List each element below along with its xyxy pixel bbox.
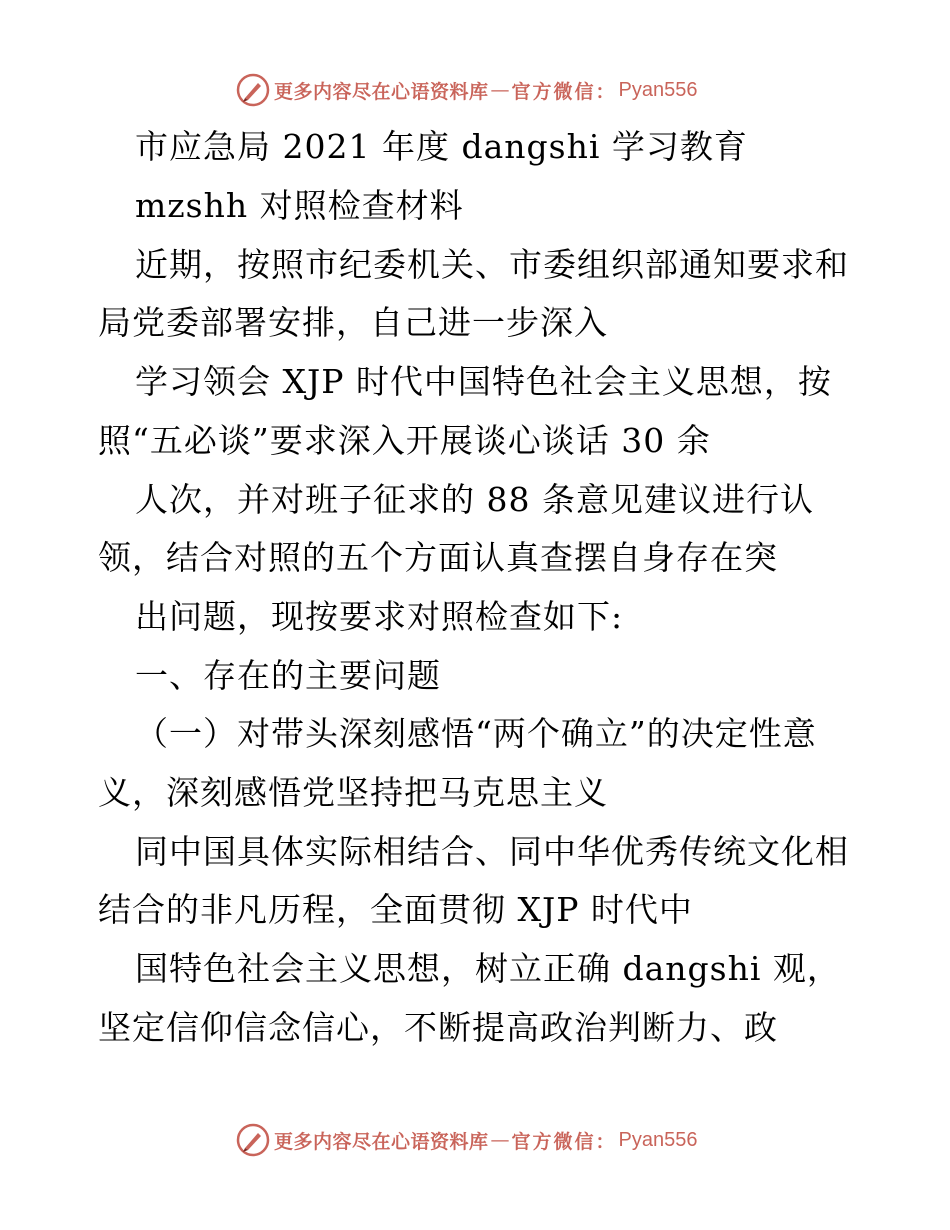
banner-main-text: 更多内容尽在心语资料库 [274, 80, 489, 103]
paragraph-line: 义，深刻感悟党坚持把马克思主义 [98, 773, 608, 812]
banner-main-text: 更多内容尽在心语资料库 [274, 1130, 489, 1153]
paragraph-line: 国特色社会主义思想，树立正确 dangshi 观， [135, 949, 841, 988]
paragraph-line: 领，结合对照的五个方面认真查摆自身存在突 [98, 538, 778, 577]
banner-wechat-id: Pyan556 [618, 1128, 698, 1151]
paragraph-line: 结合的非凡历程，全面贯彻 XJP 时代中 [98, 890, 693, 929]
banner-wechat-label: 官方微信： [511, 1130, 617, 1153]
banner-dash: — [490, 1129, 510, 1151]
paragraph-line: 学习领会 XJP 时代中国特色社会主义思想，按 [135, 362, 832, 401]
paragraph-line: 照“五必谈”要求深入开展谈心谈话 30 余 [98, 421, 711, 460]
header-banner [236, 72, 716, 108]
banner-wechat-label: 官方微信： [511, 80, 617, 103]
doc-title-line-2: mzshh 对照检查材料 [135, 186, 464, 225]
doc-title-line-1: 市应急局 2021 年度 dangshi 学习教育 [135, 127, 748, 166]
pen-logo-icon [236, 73, 270, 107]
subsection-heading: （一）对带头深刻感悟“两个确立”的决定性意 [135, 714, 817, 753]
paragraph-line: 人次，并对班子征求的 88 条意见建议进行认 [135, 480, 814, 519]
footer-banner [236, 1122, 716, 1158]
paragraph-line: 坚定信仰信念信心，不断提高政治判断力、政 [98, 1008, 778, 1047]
paragraph-line: 局党委部署安排，自己进一步深入 [98, 303, 608, 342]
section-heading: 一、存在的主要问题 [135, 656, 441, 695]
banner-wechat-id: Pyan556 [618, 78, 698, 101]
paragraph-line: 同中国具体实际相结合、同中华优秀传统文化相 [135, 832, 849, 871]
paragraph-line: 出问题，现按要求对照检查如下: [135, 597, 624, 636]
pen-logo-icon [236, 1123, 270, 1157]
banner-dash: — [490, 79, 510, 101]
paragraph-line: 近期，按照市纪委机关、市委组织部通知要求和 [135, 245, 849, 284]
